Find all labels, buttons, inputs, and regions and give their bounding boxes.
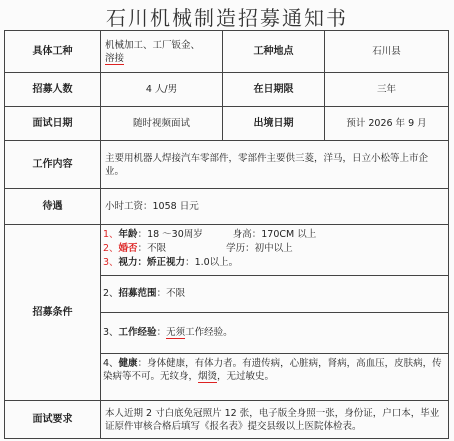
work-content-label: 工作内容 [5,141,101,189]
condition-number: 4、 [103,358,119,369]
table-row [5,225,449,401]
condition-value: 无须 [166,327,186,338]
condition-value-tail: ，无过敏史。 [217,371,275,382]
condition-number: 3、 [103,257,119,268]
headcount-label: 招募人数 [5,73,101,107]
condition-key: 健康 [118,358,138,369]
condition-value-underlined: 烟烫 [198,371,218,382]
condition-value: ：不限 [137,243,167,254]
condition-key: 婚否 [118,243,138,254]
departure-label: 出境日期 [223,107,325,141]
interview-value: 随时视频面试 [101,107,223,141]
condition-value-tail: 工作经验。 [185,327,233,338]
condition-health [101,353,448,400]
docs-value: 本人近期 2 寸白底免冠照片 12 张，电子版全身照一张，身份证，户口本，毕业证原件审核合格后填写《报名表》提交县级以上医院体检表。 [101,401,449,439]
condition-basic [101,225,448,275]
condition-value: ：18 ～30周岁 [137,229,203,240]
condition-colon: ： [156,327,167,338]
location-label: 工种地点 [223,31,325,73]
location-value: 石川县 [325,31,449,73]
condition-key: 招募范围 [118,288,157,299]
recruitment-table [4,30,449,439]
conditions-label: 招募条件 [5,225,101,401]
job-type-text-welding: 溶接 [105,52,125,64]
condition-scope [101,275,448,312]
condition-experience [101,312,448,353]
term-value: 三年 [325,73,449,107]
table-row [5,189,449,225]
condition-number: 3、 [103,327,119,338]
condition-value: ：不限 [156,288,186,299]
table-row [5,107,449,141]
condition-key: 视力：矫正视力 [118,257,186,268]
departure-value: 预计 2026 年 9 月 [325,107,449,141]
condition-number: 2、 [103,288,119,299]
job-type-label: 具体工种 [5,31,101,73]
job-type-value [101,31,223,73]
work-content-value: 主要用机器人焊接汽车零部件，零部件主要供三菱，洋马，日立小松等上市企业。 [101,141,449,189]
pay-label: 待遇 [5,189,101,225]
page-title: 石川机械制造招募通知书 [106,6,348,30]
table-row [5,31,449,73]
headcount-value: 4 人/男 [101,73,223,107]
condition-height: 身高：170CM 以上 [232,229,317,240]
table-row [5,141,449,189]
condition-number: 2、 [103,243,119,254]
docs-label: 面试要求 [5,401,101,439]
condition-key: 年龄 [118,229,138,240]
pay-value: 小时工资：1058 日元 [101,189,449,225]
condition-education: 学历：初中以上 [226,243,293,254]
job-type-text: 机械加工、工厂钣金、 [105,39,201,51]
term-label: 在日期限 [223,73,325,107]
condition-key: 工作经验 [118,327,157,338]
conditions-value [101,225,449,401]
condition-number: 1、 [103,229,119,240]
interview-label: 面试日期 [5,107,101,141]
table-row [5,401,449,439]
condition-value: ：身体健康，有体力者。有遗传病，心脏病，肾病，高血压，皮肤病，传染病等不可。无纹身， [103,358,442,382]
table-row [5,73,449,107]
condition-value: ：1.0以上。 [185,257,239,268]
